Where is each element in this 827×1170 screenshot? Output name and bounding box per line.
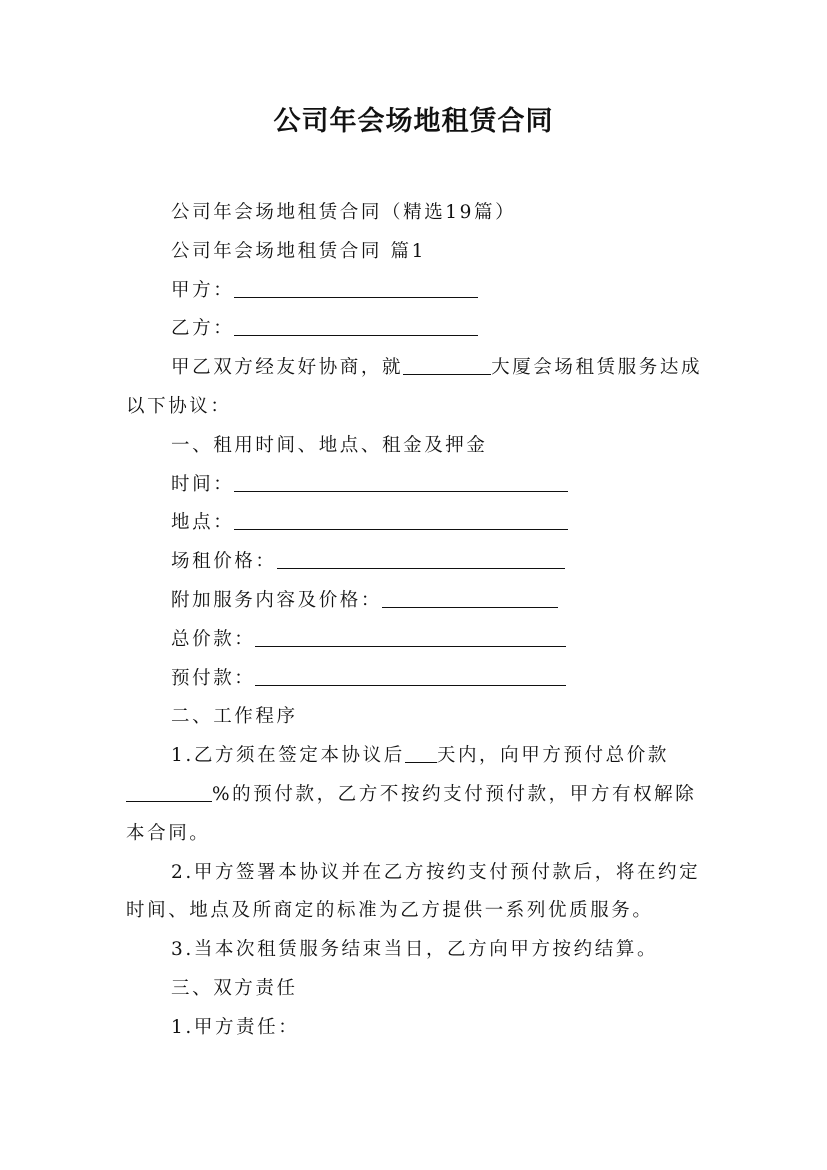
party-b-label: 乙方： bbox=[171, 318, 235, 340]
days-blank bbox=[405, 743, 437, 763]
total-line bbox=[126, 621, 706, 660]
item1-text-c: %的预付款，乙方不按约支付预付款，甲方有权解除本合同。 bbox=[126, 783, 697, 844]
procedure-item-1 bbox=[126, 737, 706, 853]
time-line bbox=[126, 466, 706, 505]
total-label: 总价款： bbox=[171, 628, 256, 650]
section-3-heading: 三、双方责任 bbox=[171, 977, 298, 999]
place-blank bbox=[234, 510, 568, 530]
party-b-blank bbox=[234, 316, 478, 336]
building-blank bbox=[403, 355, 491, 375]
prepay-line bbox=[126, 660, 706, 699]
time-label: 时间： bbox=[171, 473, 235, 495]
extra-service-line bbox=[126, 582, 706, 621]
prepay-blank bbox=[255, 665, 566, 685]
section-2-heading: 二、工作程序 bbox=[171, 706, 298, 728]
party-a-duty-heading: 1.甲方责任： bbox=[171, 1016, 300, 1038]
paragraph-collection-title: 公司年会场地租赁合同（精选19篇） bbox=[171, 202, 517, 223]
procedure-item-2: 2.甲方签署本协议并在乙方按约支付预付款后，将在约定时间、地点及所商定的标准为乙方提供一系列优质服务。 bbox=[126, 861, 701, 922]
prepay-label: 预付款： bbox=[171, 667, 256, 689]
extra-service-blank bbox=[382, 588, 558, 608]
party-a-blank bbox=[234, 277, 478, 297]
place-label: 地点： bbox=[171, 512, 235, 534]
intro-text-a: 甲乙双方经友好协商，就 bbox=[171, 357, 404, 379]
extra-service-label: 附加服务内容及价格： bbox=[171, 589, 383, 611]
time-blank bbox=[234, 471, 568, 491]
procedure-item-3: 3.当本次租赁服务结束当日，乙方向甲方按约结算。 bbox=[171, 939, 659, 961]
item1-text-b: 天内，向甲方预付总价款 bbox=[436, 745, 669, 767]
intro-paragraph bbox=[126, 349, 706, 427]
rent-line bbox=[126, 543, 706, 582]
party-a-line bbox=[126, 272, 706, 311]
party-b-line bbox=[126, 310, 706, 349]
section-1-heading: 一、租用时间、地点、租金及押金 bbox=[171, 434, 488, 456]
item1-text-a: 1.乙方须在签定本协议后 bbox=[171, 745, 405, 767]
document-title: 公司年会场地租赁合同 bbox=[273, 106, 554, 137]
rent-label: 场租价格： bbox=[171, 551, 277, 573]
intro-text-b: 大厦会场租赁服务达成以下协议： bbox=[126, 357, 703, 417]
total-blank bbox=[255, 626, 566, 646]
document-body bbox=[126, 194, 706, 1048]
party-a-label: 甲方： bbox=[171, 279, 235, 301]
place-line bbox=[126, 504, 706, 543]
percent-blank bbox=[126, 782, 212, 802]
paragraph-article-heading: 公司年会场地租赁合同 篇1 bbox=[171, 240, 426, 262]
rent-blank bbox=[277, 549, 565, 569]
